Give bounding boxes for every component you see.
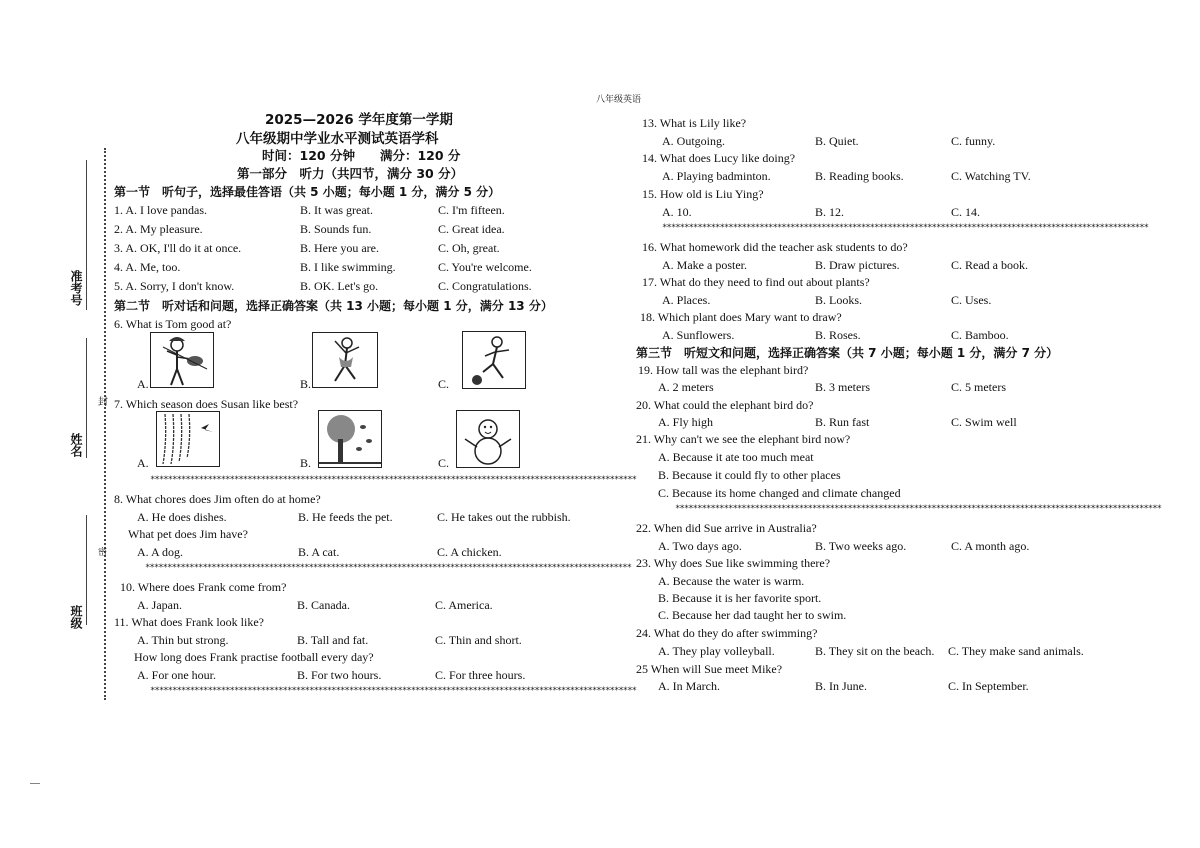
q1-option-c: C. I'm fifteen. — [438, 203, 505, 217]
q7-option-c: C. — [438, 456, 450, 470]
q2-option-a: 2. A. My pleasure. — [114, 222, 203, 236]
q25-option-c: C. In September. — [948, 679, 1029, 693]
q22-stem: 22. When did Sue arrive in Australia? — [636, 521, 817, 535]
divider-stars-1: ************************************************************************************************************** — [150, 475, 637, 485]
q21-stem: 21. Why can't we see the elephant bird now? — [636, 432, 851, 446]
q15-option-c: C. 14. — [951, 205, 981, 219]
q10-option-b: B. Canada. — [297, 598, 350, 612]
q15-option-b: B. 12. — [815, 205, 845, 219]
q20-stem: 20. What could the elephant bird do? — [636, 398, 814, 412]
q5-option-a: 5. A. Sorry, I don't know. — [114, 279, 235, 293]
q6-option-a: A. — [137, 377, 149, 391]
q8-option-c: C. He takes out the rubbish. — [437, 510, 571, 524]
q11-option-a: A. Thin but strong. — [137, 633, 229, 647]
q13-option-c: C. funny. — [951, 134, 996, 148]
q22-option-b: B. Two weeks ago. — [815, 539, 907, 553]
q7b-autumn-tree-picture — [318, 410, 382, 468]
q8-option-b: B. He feeds the pet. — [298, 510, 393, 524]
divider-stars-2: ************************************************************************************************************** — [145, 563, 632, 573]
q20-option-c: C. Swim well — [951, 415, 1017, 429]
year-line: 2025—2026 学年度第一学期 — [265, 112, 453, 128]
q5-option-c: C. Congratulations. — [438, 279, 532, 293]
q6-option-c: C. — [438, 377, 450, 391]
q18-option-c: C. Bamboo. — [951, 328, 1009, 342]
q19-option-a: A. 2 meters — [658, 380, 714, 394]
q24-option-a: A. They play volleyball. — [658, 644, 775, 658]
divider-stars-3: ************************************************************************************************************** — [150, 686, 637, 696]
q14-option-c: C. Watching TV. — [951, 169, 1031, 183]
q9-option-c: C. A chicken. — [437, 545, 502, 559]
q15-stem: 15. How old is Liu Ying? — [642, 187, 764, 201]
q13-stem: 13. What is Lily like? — [642, 116, 747, 130]
q17-option-a: A. Places. — [662, 293, 711, 307]
seal-mark-feng: 封 — [98, 397, 108, 408]
q21-option-c: C. Because its home changed and climate changed — [658, 486, 901, 500]
q12-option-a: A. For one hour. — [137, 668, 216, 682]
q14-stem: 14. What does Lucy like doing? — [642, 151, 796, 165]
q25-option-a: A. In March. — [658, 679, 720, 693]
section-1-title: 第一节 听句子，选择最佳答语（共 5 小题；每小题 1 分，满分 5 分） — [114, 185, 501, 199]
q18-stem: 18. Which plant does Mary want to draw? — [640, 310, 842, 324]
q13-option-b: B. Quiet. — [815, 134, 859, 148]
q16-option-a: A. Make a poster. — [662, 258, 747, 272]
q18-option-b: B. Roses. — [815, 328, 861, 342]
q17-option-c: C. Uses. — [951, 293, 992, 307]
q16-option-b: B. Draw pictures. — [815, 258, 900, 272]
q3-option-b: B. Here you are. — [300, 241, 379, 255]
q1-option-a: 1. A. I love pandas. — [114, 203, 207, 217]
q19-stem: 19. How tall was the elephant bird? — [638, 363, 809, 377]
q25-option-b: B. In June. — [815, 679, 867, 693]
q16-option-c: C. Read a book. — [951, 258, 1028, 272]
name-label: 姓名 — [69, 433, 83, 457]
q11-option-c: C. Thin and short. — [435, 633, 522, 647]
q23-option-c: C. Because her dad taught her to swim. — [658, 608, 847, 622]
q9-option-a: A. A dog. — [137, 545, 184, 559]
divider-stars-4: ************************************************************************************************************** — [662, 223, 1149, 233]
q22-option-c: C. A month ago. — [951, 539, 1030, 553]
footer-mark: — — [30, 778, 40, 789]
q23-option-a: A. Because the water is warm. — [658, 574, 805, 588]
q21-option-b: B. Because it could fly to other places — [658, 468, 841, 482]
q20-option-b: B. Run fast — [815, 415, 870, 429]
q10-option-a: A. Japan. — [137, 598, 182, 612]
q9-option-b: B. A cat. — [298, 545, 340, 559]
q17-stem: 17. What do they need to find out about plants? — [642, 275, 870, 289]
exam-number-label: 准考号 — [69, 270, 83, 306]
q11-stem: 11. What does Frank look like? — [114, 615, 264, 629]
q2-option-c: C. Great idea. — [438, 222, 505, 236]
class-line — [86, 515, 87, 625]
q19-option-b: B. 3 meters — [815, 380, 870, 394]
q18-option-a: A. Sunflowers. — [662, 328, 735, 342]
q6-option-b: B. — [300, 377, 312, 391]
q17-option-b: B. Looks. — [815, 293, 863, 307]
q1-option-b: B. It was great. — [300, 203, 373, 217]
q8-stem: 8. What chores does Jim often do at home? — [114, 492, 321, 506]
q7c-snowman-picture — [456, 410, 520, 468]
q7-option-b: B. — [300, 456, 312, 470]
q4-option-c: C. You're welcome. — [438, 260, 532, 274]
q12-option-c: C. For three hours. — [435, 668, 526, 682]
q5-option-b: B. OK. Let's go. — [300, 279, 379, 293]
q6-stem: 6. What is Tom good at? — [114, 317, 232, 331]
q21-option-a: A. Because it ate too much meat — [658, 450, 814, 464]
exam-title: 八年级期中学业水平测试英语学科 — [236, 131, 439, 147]
class-label: 班级 — [69, 605, 83, 629]
q10-option-c: C. America. — [435, 598, 493, 612]
q7-option-a: A. — [137, 456, 149, 470]
q6a-violin-picture — [150, 332, 214, 388]
q25-stem: 25 When will Sue meet Mike? — [636, 662, 783, 676]
page-tag: 八年级英语 — [596, 95, 642, 105]
part-one-heading: 第一部分 听力（共四节，满分 30 分） — [237, 166, 464, 181]
q12-option-b: B. For two hours. — [297, 668, 382, 682]
q8-option-a: A. He does dishes. — [137, 510, 227, 524]
q7a-spring-willow-picture — [156, 411, 220, 467]
q23-option-b: B. Because it is her favorite sport. — [658, 591, 822, 605]
q14-option-b: B. Reading books. — [815, 169, 904, 183]
exam-number-line — [86, 160, 87, 310]
q24-option-b: B. They sit on the beach. — [815, 644, 935, 658]
q6b-dancer-picture — [312, 332, 378, 388]
q24-stem: 24. What do they do after swimming? — [636, 626, 818, 640]
q19-option-c: C. 5 meters — [951, 380, 1006, 394]
q11-option-b: B. Tall and fat. — [297, 633, 369, 647]
q20-option-a: A. Fly high — [658, 415, 714, 429]
q22-option-a: A. Two days ago. — [658, 539, 742, 553]
name-line — [86, 338, 87, 458]
q12-stem: How long does Frank practise football every day? — [134, 650, 374, 664]
seal-mark-mi: 密 — [98, 547, 108, 557]
divider-stars-5: ************************************************************************************************************** — [675, 504, 1162, 514]
q3-option-a: 3. A. OK, I'll do it at once. — [114, 241, 242, 255]
q4-option-a: 4. A. Me, too. — [114, 260, 181, 274]
q3-option-c: C. Oh, great. — [438, 241, 500, 255]
q24-option-c: C. They make sand animals. — [948, 644, 1084, 658]
q14-option-a: A. Playing badminton. — [662, 169, 771, 183]
time-line: 时间：120 分钟 满分：120 分 — [262, 148, 461, 163]
binding-dotted-line — [104, 148, 106, 700]
q9-stem: What pet does Jim have? — [128, 527, 248, 541]
q16-stem: 16. What homework did the teacher ask students to do? — [642, 240, 908, 254]
q6c-football-picture — [462, 331, 526, 389]
q13-option-a: A. Outgoing. — [662, 134, 725, 148]
q2-option-b: B. Sounds fun. — [300, 222, 372, 236]
section-2-title: 第二节 听对话和问题，选择正确答案（共 13 小题；每小题 1 分，满分 13 分） — [114, 299, 553, 313]
q10-stem: 10. Where does Frank come from? — [120, 580, 287, 594]
q4-option-b: B. I like swimming. — [300, 260, 396, 274]
q15-option-a: A. 10. — [662, 205, 692, 219]
q23-stem: 23. Why does Sue like swimming there? — [636, 556, 831, 570]
section-3-title: 第三节 听短文和问题，选择正确答案（共 7 小题；每小题 1 分，满分 7 分） — [636, 346, 1059, 360]
q7-stem: 7. Which season does Susan like best? — [114, 397, 299, 411]
